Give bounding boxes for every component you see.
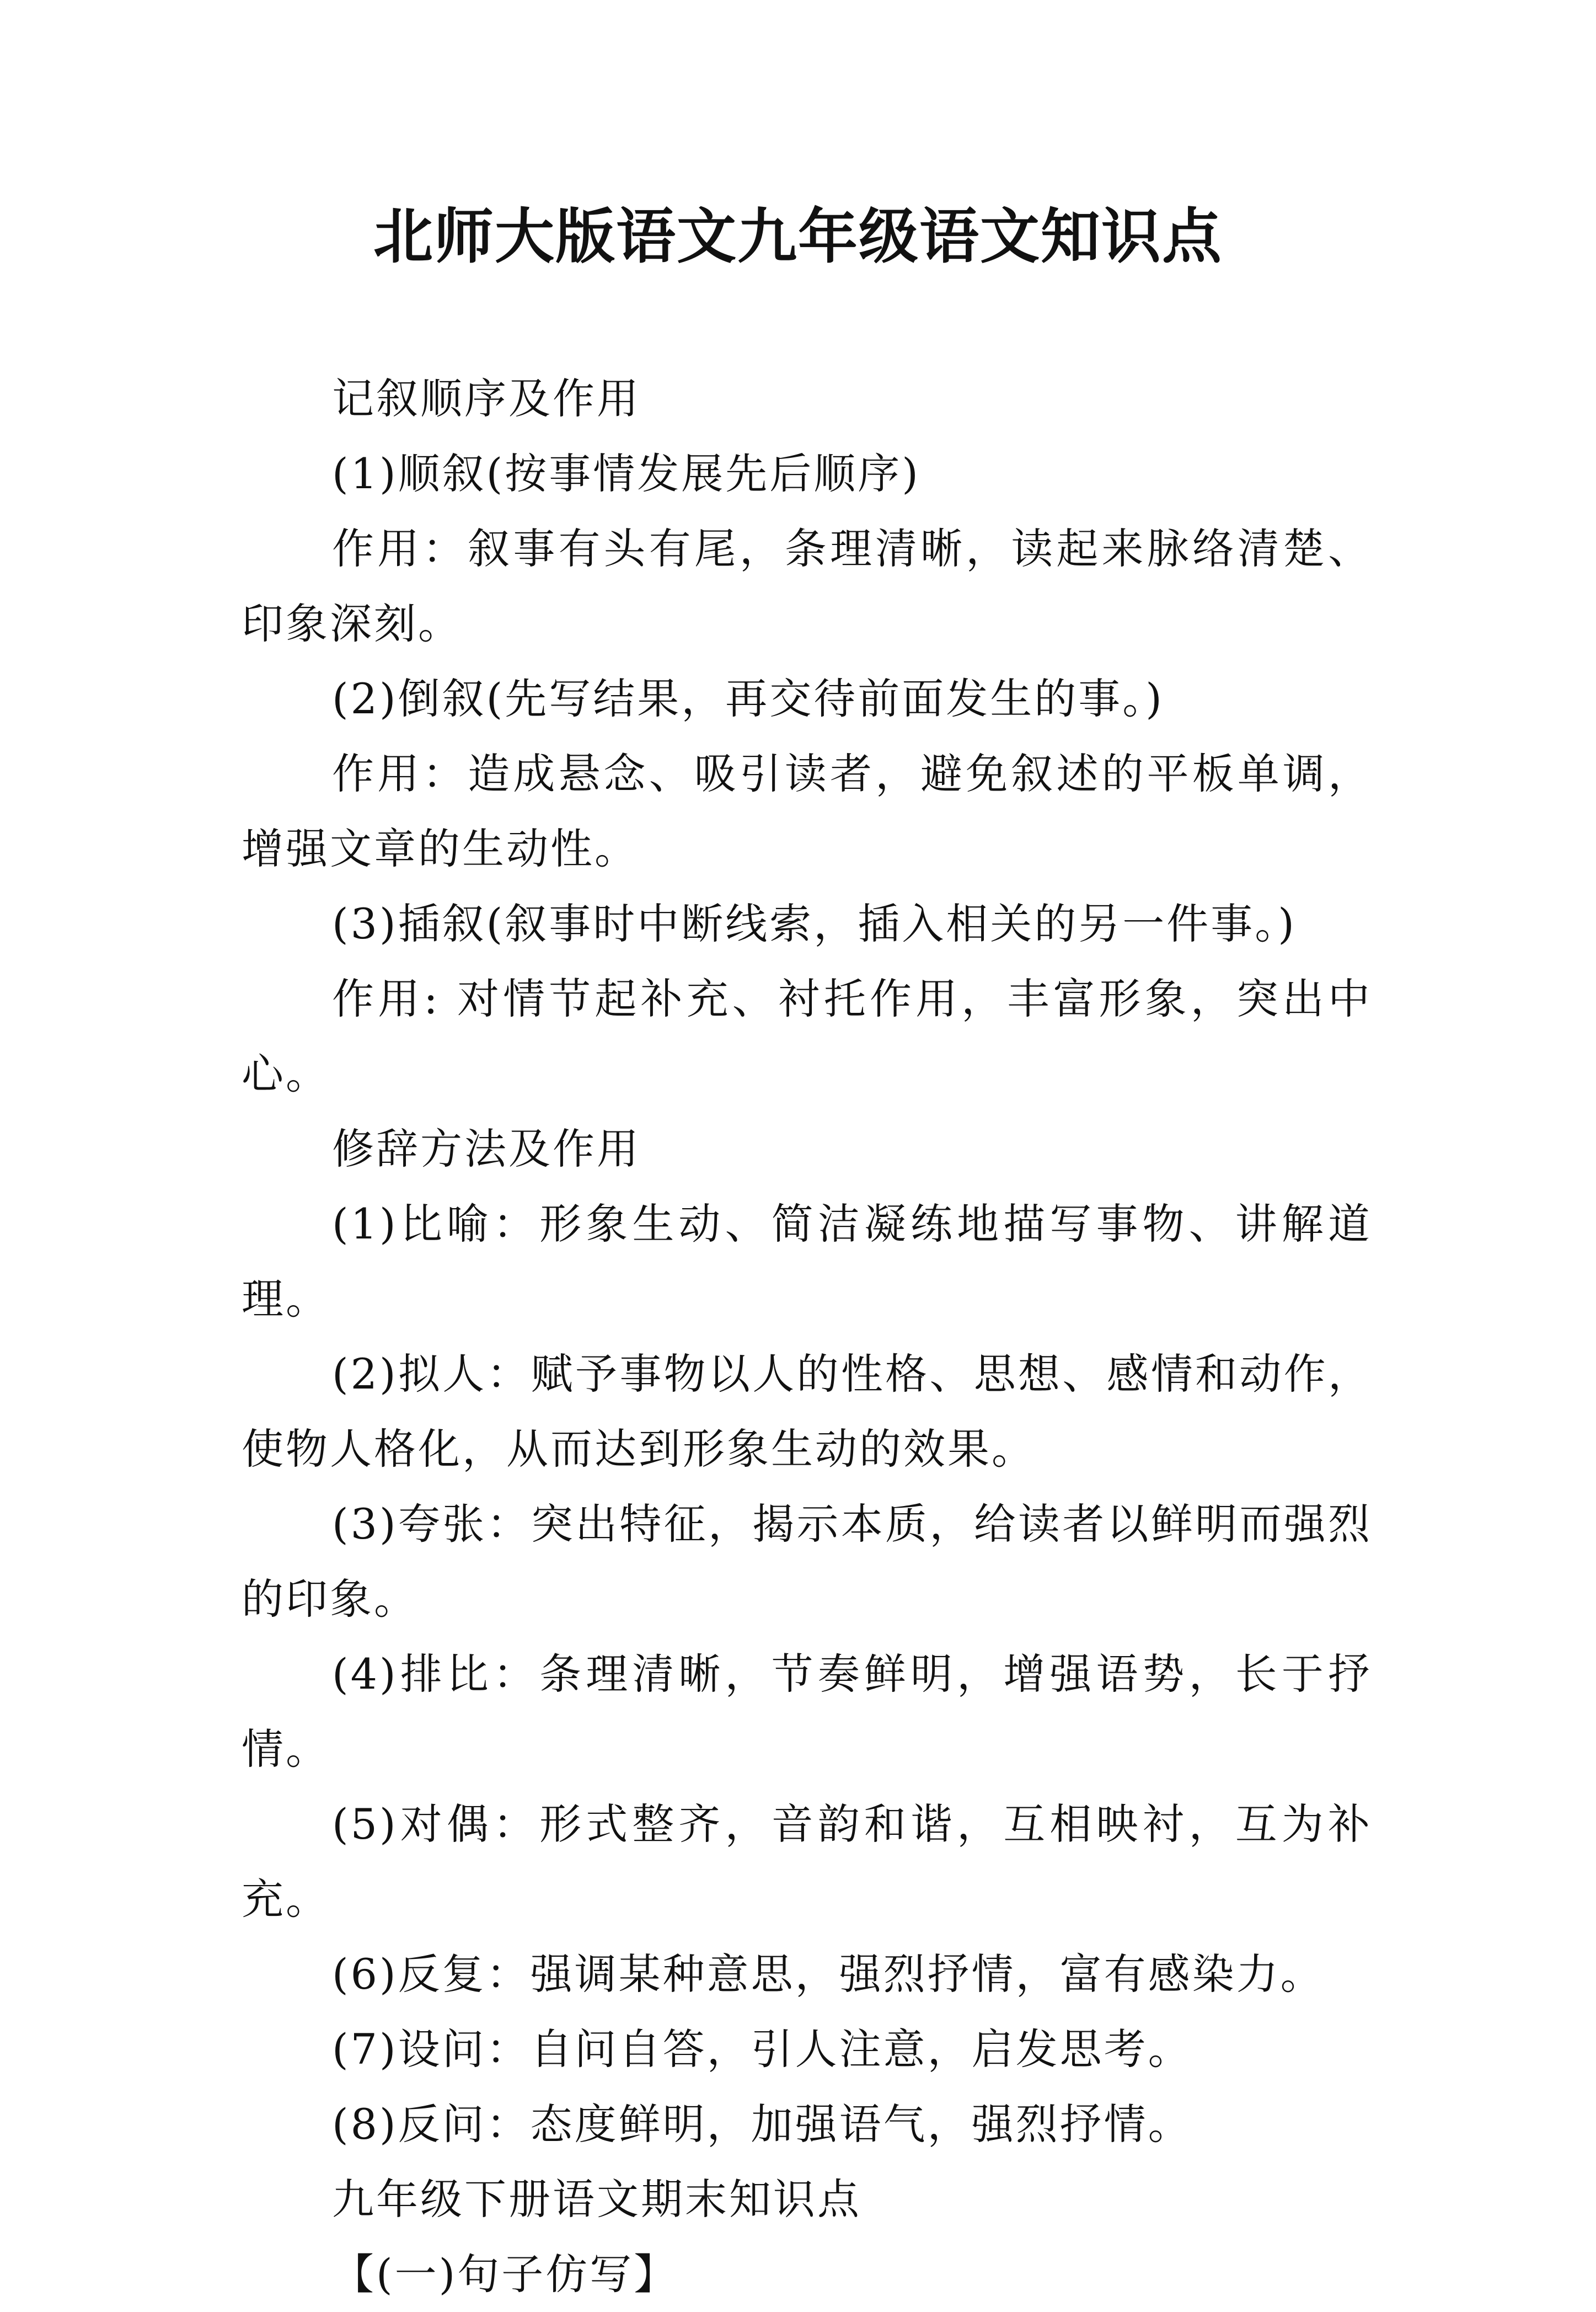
paragraph-flashback-effect: 作用：造成悬念、吸引读者，避免叙述的平板单调，增强文章的生动性。: [242, 749, 1372, 873]
heading-narrative-order: 记叙顺序及作用: [332, 374, 641, 423]
document-body: [242, 361, 1372, 2312]
paragraph-repetition: (6)反复：强调某种意思，强烈抒情，富有感染力。: [332, 1950, 1325, 1999]
paragraph-sequential-effect: 作用：叙事有头有尾，条理清晰，读起来脉络清楚、印象深刻。: [242, 524, 1372, 648]
paragraph-parallelism: (4)排比：条理清晰，节奏鲜明，增强语势，长于抒情。: [242, 1649, 1372, 1774]
paragraph-flashback: (2)倒叙(先写结果，再交待前面发生的事。): [332, 674, 1164, 723]
paragraph-personification: (2)拟人：赋予事物以人的性格、思想、感情和动作，使物人格化，从而达到形象生动的效果。: [242, 1349, 1372, 1473]
paragraph-metaphor: (1)比喻：形象生动、简洁凝练地描写事物、讲解道理。: [242, 1199, 1372, 1323]
paragraph-hyperbole: (3)夸张：突出特征，揭示本质，给读者以鲜明而强烈的印象。: [242, 1499, 1372, 1624]
heading-sentence-imitation: 【(一)句子仿写】: [332, 2250, 678, 2299]
paragraph-sequential-narration: (1)顺叙(按事情发展先后顺序): [332, 449, 920, 498]
paragraph-rhetorical-question: (8)反问：态度鲜明，加强语气，强烈抒情。: [332, 2100, 1192, 2149]
paragraph-interpolation-effect: 作用: 对情节起补充、衬托作用，丰富形象，突出中心。: [242, 974, 1372, 1098]
paragraph-interpolation: (3)插叙(叙事时中断线索，插入相关的另一件事。): [332, 899, 1297, 948]
heading-rhetoric: 修辞方法及作用: [332, 1124, 641, 1173]
heading-final-exam: 九年级下册语文期末知识点: [332, 2175, 861, 2224]
paragraph-antithesis: (5)对偶：形式整齐，音韵和谐，互相映衬，互为补充。: [242, 1800, 1372, 1924]
document-title: 北师大版语文九年级语文知识点: [373, 202, 1223, 271]
paragraph-hypophora: (7)设问：自问自答，引人注意，启发思考。: [332, 2025, 1192, 2074]
